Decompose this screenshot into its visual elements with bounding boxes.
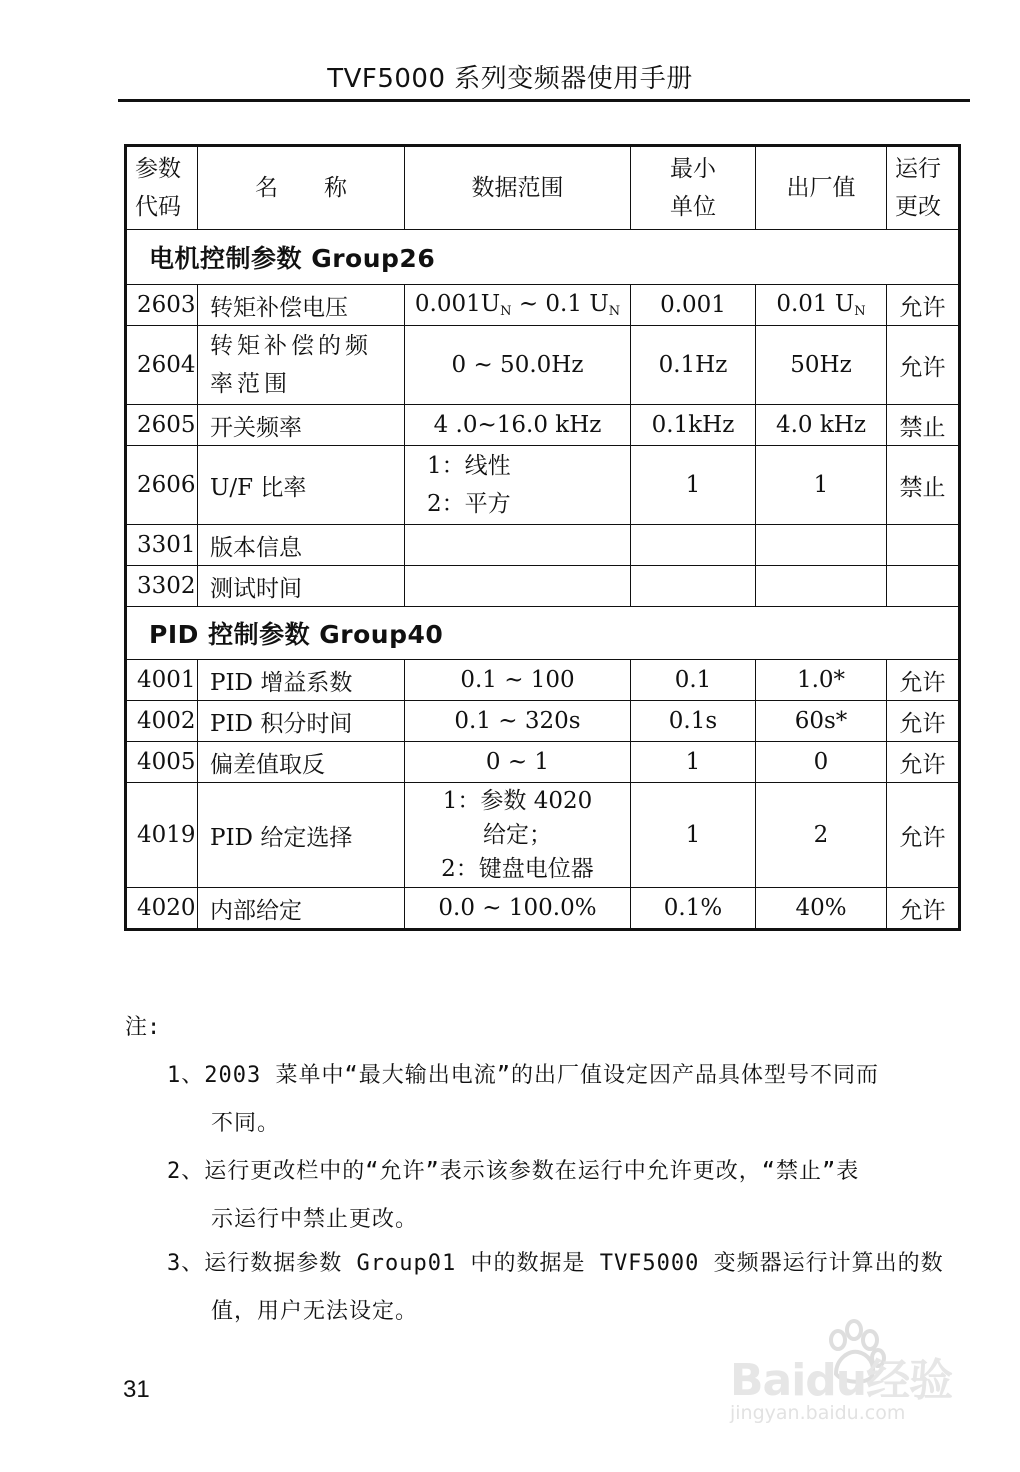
param-unit: 0.1kHz bbox=[631, 405, 756, 446]
param-name: 转矩补偿电压 bbox=[198, 285, 405, 326]
group-title-row bbox=[126, 230, 960, 285]
table-header-row bbox=[126, 146, 960, 230]
param-code: 2606 bbox=[126, 446, 198, 525]
param-name: 偏差值取反 bbox=[198, 742, 405, 783]
param-unit: 0.1% bbox=[631, 888, 756, 930]
param-unit: 1 bbox=[631, 446, 756, 525]
param-code: 4020 bbox=[126, 888, 198, 930]
table-row bbox=[126, 405, 960, 446]
param-range: 0.0 ~ 100.0% bbox=[405, 888, 631, 930]
group-title: PID 控制参数 Group40 bbox=[126, 607, 960, 660]
param-name: 版本信息 bbox=[198, 525, 405, 566]
param-name: 测试时间 bbox=[198, 566, 405, 607]
param-default: 0.01 $U_N$ bbox=[756, 285, 887, 326]
table-row bbox=[126, 525, 960, 566]
param-default bbox=[756, 525, 887, 566]
param-unit: 0.1s bbox=[631, 701, 756, 742]
param-name: PID 给定选择 bbox=[198, 783, 405, 888]
param-unit: 0.1Hz bbox=[631, 326, 756, 405]
header-code: 参数 代码 bbox=[126, 146, 198, 230]
table-row bbox=[126, 783, 960, 888]
param-run-change: 允许 bbox=[887, 888, 960, 930]
note-item bbox=[167, 1148, 967, 1244]
param-range bbox=[405, 566, 631, 607]
table-row bbox=[126, 446, 960, 525]
header-name: 名 称 bbox=[198, 146, 405, 230]
param-default bbox=[756, 566, 887, 607]
param-range bbox=[405, 525, 631, 566]
param-run-change: 禁止 bbox=[887, 446, 960, 525]
param-run-change: 允许 bbox=[887, 701, 960, 742]
watermark-url: jingyan.baidu.com bbox=[730, 1402, 906, 1424]
header-min-unit: 最小 单位 bbox=[631, 146, 756, 230]
param-run-change: 允许 bbox=[887, 742, 960, 783]
table-row bbox=[126, 888, 960, 930]
param-name: 转矩补偿的频 率范围 bbox=[198, 326, 405, 405]
param-name: PID 增益系数 bbox=[198, 660, 405, 701]
param-code: 3301 bbox=[126, 525, 198, 566]
table-row bbox=[126, 566, 960, 607]
param-unit bbox=[631, 525, 756, 566]
table-row bbox=[126, 660, 960, 701]
param-code: 2604 bbox=[126, 326, 198, 405]
param-default: 2 bbox=[756, 783, 887, 888]
param-range: 1：参数 4020 给定； 2：键盘电位器 bbox=[405, 783, 631, 888]
notes-label: 注: bbox=[125, 1015, 161, 1040]
param-code: 4002 bbox=[126, 701, 198, 742]
note-item bbox=[167, 1052, 967, 1148]
note-line: 值，用户无法设定。 bbox=[211, 1299, 419, 1324]
param-run-change bbox=[887, 566, 960, 607]
group-title-row bbox=[126, 607, 960, 660]
param-name: PID 积分时间 bbox=[198, 701, 405, 742]
param-unit bbox=[631, 566, 756, 607]
param-default: 0 bbox=[756, 742, 887, 783]
watermark-logo: Baidu经验 bbox=[730, 1355, 953, 1406]
group-title: 电机控制参数 Group26 bbox=[126, 230, 960, 285]
table-row bbox=[126, 285, 960, 326]
note-line: 2、运行更改栏中的“允许”表示该参数在运行中允许更改，“禁止”表 bbox=[167, 1159, 860, 1184]
param-name: U/F 比率 bbox=[198, 446, 405, 525]
param-default: 40% bbox=[756, 888, 887, 930]
param-range: 1：线性 2：平方 bbox=[405, 446, 631, 525]
table-row bbox=[126, 701, 960, 742]
note-line: 不同。 bbox=[211, 1111, 281, 1136]
param-name: 开关频率 bbox=[198, 405, 405, 446]
param-default: 60s* bbox=[756, 701, 887, 742]
note-line: 1、2003 菜单中“最大输出电流”的出厂值设定因产品具体型号不同而 bbox=[167, 1063, 879, 1088]
baidu-watermark bbox=[730, 1318, 970, 1430]
param-default: 50Hz bbox=[756, 326, 887, 405]
param-default: 4.0 kHz bbox=[756, 405, 887, 446]
param-range: 0 ~ 50.0Hz bbox=[405, 326, 631, 405]
param-unit: 0.1 bbox=[631, 660, 756, 701]
param-unit: 1 bbox=[631, 742, 756, 783]
header-divider bbox=[118, 99, 970, 102]
param-code: 3302 bbox=[126, 566, 198, 607]
param-range: 0.1 ~ 100 bbox=[405, 660, 631, 701]
parameter-table bbox=[124, 144, 961, 931]
header-default: 出厂值 bbox=[756, 146, 887, 230]
table-row bbox=[126, 326, 960, 405]
param-unit: 1 bbox=[631, 783, 756, 888]
param-code: 4005 bbox=[126, 742, 198, 783]
note-line: 3、运行数据参数 Group01 中的数据是 TVF5000 变频器运行计算出的数 bbox=[167, 1251, 944, 1276]
page-number: 31 bbox=[123, 1376, 150, 1403]
param-default: 1.0* bbox=[756, 660, 887, 701]
param-range: $0.001U_N$ ~ 0.1 $U_N$ bbox=[405, 285, 631, 326]
param-code: 4001 bbox=[126, 660, 198, 701]
param-range: 0 ~ 1 bbox=[405, 742, 631, 783]
param-default: 1 bbox=[756, 446, 887, 525]
param-code: 2603 bbox=[126, 285, 198, 326]
param-name: 内部给定 bbox=[198, 888, 405, 930]
page-header-title: TVF5000 系列变频器使用手册 bbox=[327, 64, 693, 94]
param-run-change: 允许 bbox=[887, 783, 960, 888]
param-run-change bbox=[887, 525, 960, 566]
header-run-change: 运行 更改 bbox=[887, 146, 960, 230]
param-range: 4 .0~16.0 kHz bbox=[405, 405, 631, 446]
param-run-change: 允许 bbox=[887, 660, 960, 701]
note-line: 示运行中禁止更改。 bbox=[211, 1207, 419, 1232]
header-range: 数据范围 bbox=[405, 146, 631, 230]
param-run-change: 允许 bbox=[887, 326, 960, 405]
param-run-change: 允许 bbox=[887, 285, 960, 326]
table-row bbox=[126, 742, 960, 783]
param-code: 4019 bbox=[126, 783, 198, 888]
param-unit: 0.001 bbox=[631, 285, 756, 326]
param-code: 2605 bbox=[126, 405, 198, 446]
param-range: 0.1 ~ 320s bbox=[405, 701, 631, 742]
param-run-change: 禁止 bbox=[887, 405, 960, 446]
